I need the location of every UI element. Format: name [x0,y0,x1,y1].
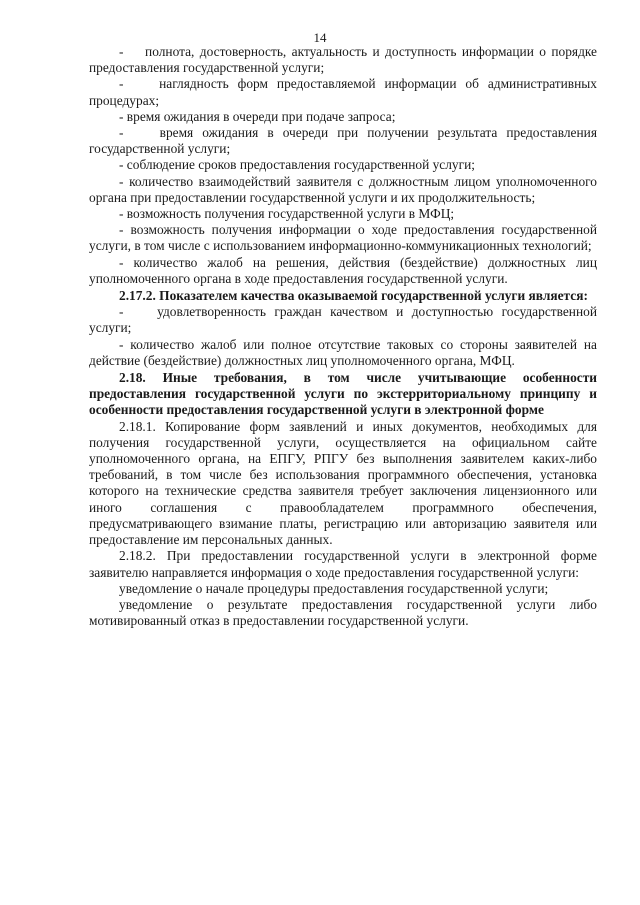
page-number: 14 [313,30,327,45]
list-item-wait-result: - время ожидания в очереди при получении результата предоставления государственной услуги; [89,125,597,157]
list-item-complaint-count: - количество жалоб или полное отсутствие таковых со стороны заявителей на действие (бездействие) должностных лиц уполномоченного органа, МФЦ. [89,336,597,368]
list-item-satisfaction: - удовлетворенность граждан качеством и доступностью государственной услуги; [89,304,597,336]
list-item-information: - возможность получения информации о ходе предоставления государственной услуги, в том числе с использованием информационно-коммуникационных технологий; [89,222,597,254]
notification-start: уведомление о начале процедуры предоставления государственной услуги; [119,580,549,596]
list-item-interactions: - количество взаимодействий заявителя с должностным лицом уполномоченного органа при предоставлении государственной услуги и их продолжительность; [89,173,597,205]
document-body [89,44,597,629]
paragraph-2-18-1: 2.18.1. Копирование форм заявлений и иных документов, необходимых для получения государственной услуги, осуществляется на официальном сайте уполномоченного органа, на ЕПГУ, РПГУ без выполнения заявителем каких-либо требований, в том числе без использования программного обеспечения, установка которого на технические средства заявителя требует заключения лицензионного или иного соглашения с правообладателем программного обеспечения, предусматривающего взимание платы, регистрацию или авторизацию заявителя или предоставление им персональных данных. [89,418,597,548]
list-item-wait-request: - время ожидания в очереди при подаче запроса; [119,108,396,124]
list-item-completeness: - полнота, достоверность, актуальность и доступность информации о порядке предоставления государственной услуги; [89,44,597,76]
list-item-complaints: - количество жалоб на решения, действия (бездействие) должностных лиц уполномоченного органа в ходе предоставления государственной услуги. [89,254,597,286]
list-item-mfc: - возможность получения государственной услуги в МФЦ; [119,206,455,222]
notification-result: уведомление о результате предоставления государственной услуги либо мотивированный отказ в предоставлении государственной услуги. [89,596,597,629]
list-item-clarity: - наглядность форм предоставляемой информации об административных процедурах; [89,76,597,108]
list-item-deadlines: - соблюдение сроков предоставления государственной услуги; [119,157,475,173]
section-heading-2-18: 2.18. Иные требования, в том числе учитывающие особенности предоставления государственной услуги по экстерриториальному принципу и особенности предоставления государственной услуги в электронной форме [89,370,597,418]
paragraph-2-18-2: 2.18.2. При предоставлении государственной услуги в электронной форме заявителю направляется информация о ходе предоставления государственной услуги: [89,548,597,580]
section-heading-2-17-2: 2.17.2. Показателем качества оказываемой государственной услуги является: [119,288,588,304]
